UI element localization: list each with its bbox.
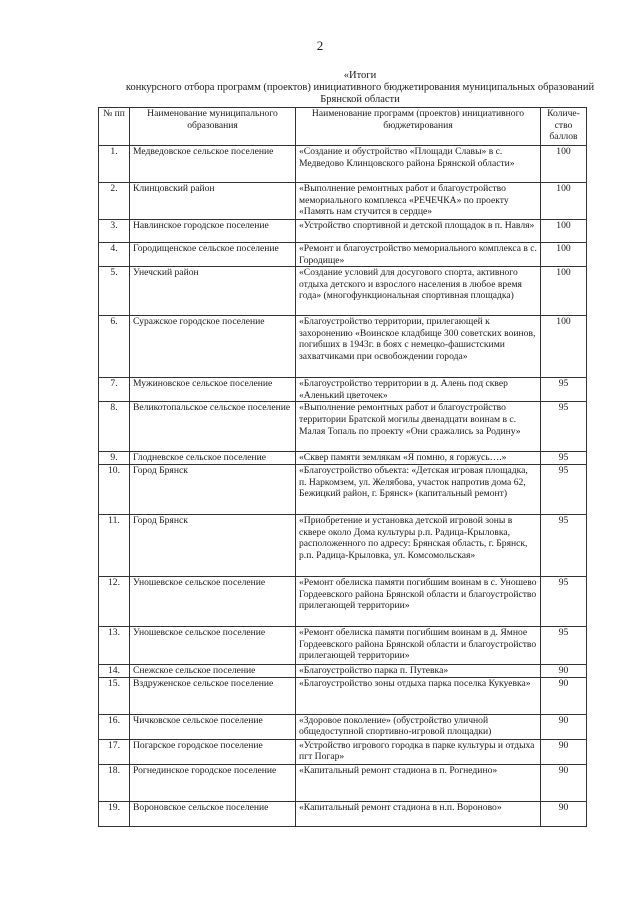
row-program: «Сквер памяти землякам «Я помню, я горжусь….» (296, 452, 541, 465)
row-program: «Устройство игрового городка в парке культуры и отдыха пгт Погар» (296, 739, 541, 764)
row-program: «Здоровое поколение» (обустройство уличной общедоступной спортивно-игровой площадки) (296, 714, 541, 739)
row-number: 13. (99, 626, 130, 664)
row-program: «Ремонт обелиска памяти погибшим воинам в с. Уношево Гордеевского района Брянской области и благоустройство прилегающей территории» (296, 576, 541, 626)
row-municipality: Медведовское сельское поселение (130, 146, 296, 183)
row-number: 16. (99, 714, 130, 739)
table-row (99, 316, 587, 378)
table-row (99, 220, 587, 243)
row-score: 90 (541, 764, 587, 801)
row-program: «Устройство спортивной и детской площадок в п. Навля» (296, 220, 541, 243)
row-score: 100 (541, 316, 587, 378)
row-municipality: Мужиновское сельское поселение (130, 378, 296, 402)
row-number: 3. (99, 220, 130, 243)
header-program: Наименование программ (проектов) инициативного бюджетирования (296, 108, 541, 146)
row-program: «Выполнение ремонтных работ и благоустройство мемориального комплекса «РЕЧЕЧКА» по проекту «Память нам стучится в сердце» (296, 183, 541, 220)
row-number: 19. (99, 801, 130, 826)
heading-line-2: конкурсного отбора программ (проектов) инициативного бюджетирования муниципальных образований (125, 82, 595, 93)
heading-line-1: «Итоги (343, 70, 377, 81)
row-score: 100 (541, 267, 587, 316)
row-municipality: Погарское городское поселение (130, 739, 296, 764)
row-score: 95 (541, 402, 587, 452)
row-score: 95 (541, 378, 587, 402)
row-program: «Благоустройство зоны отдыха парка поселка Кукуевка» (296, 677, 541, 714)
row-municipality: Великотопальское сельское поселение (130, 402, 296, 452)
table-row (99, 626, 587, 664)
table-row (99, 378, 587, 402)
row-program: «Благоустройство территории, прилегающей к захоронению «Воинское кладбище 300 советских воинов, погибших в 1943г. в боях с немецко-фашистскими захватчиками при освобождении города» (296, 316, 541, 378)
row-number: 9. (99, 452, 130, 465)
row-score: 95 (541, 514, 587, 576)
table-row (99, 801, 587, 826)
row-municipality: Чичковское сельское поселение (130, 714, 296, 739)
row-number: 6. (99, 316, 130, 378)
row-program: «Капитальный ремонт стадиона в н.п. Вороново» (296, 801, 541, 826)
row-municipality: Клинцовский район (130, 183, 296, 220)
row-program: «Приобретение и установка детской игровой зоны в сквере около Дома культуры р.п. Радица-Крыловка, расположенного по адресу: Брянская область, г. Брянск, р.п. Радица-Крыловка, ул. Комсомольская» (296, 514, 541, 576)
row-number: 1. (99, 146, 130, 183)
table-row (99, 402, 587, 452)
row-municipality: Городищенское сельское поселение (130, 243, 296, 267)
table-row (99, 764, 587, 801)
row-municipality: Унечский район (130, 267, 296, 316)
row-municipality: Вздруженское сельское поселение (130, 677, 296, 714)
row-score: 95 (541, 626, 587, 664)
row-municipality: Уношевское сельское поселение (130, 626, 296, 664)
row-municipality: Рогнединское городское поселение (130, 764, 296, 801)
row-number: 18. (99, 764, 130, 801)
table-row (99, 146, 587, 183)
table-row (99, 514, 587, 576)
row-number: 2. (99, 183, 130, 220)
row-municipality: Навлинское городское поселение (130, 220, 296, 243)
header-municipality: Наименование муниципального образования (130, 108, 296, 146)
row-municipality: Суражское городское поселение (130, 316, 296, 378)
row-program: «Капитальный ремонт стадиона в п. Рогнедино» (296, 764, 541, 801)
row-program: «Благоустройство объекта: «Детская игровая площадка, п. Наркомзем, ул. Желябова, участок напротив дома 62, Бежицкий район, г. Брянск» (капитальный ремонт) (296, 464, 541, 514)
row-number: 17. (99, 739, 130, 764)
row-score: 95 (541, 452, 587, 465)
page-number: 2 (316, 38, 324, 53)
table-row (99, 714, 587, 739)
row-program: «Благоустройство территории в д. Алень под сквер «Аленький цветочек» (296, 378, 541, 402)
document-heading (95, 70, 625, 106)
row-score: 95 (541, 464, 587, 514)
row-score: 90 (541, 714, 587, 739)
row-score: 100 (541, 146, 587, 183)
heading-line-3: Брянской области (320, 94, 400, 105)
row-program: «Благоустройство парка п. Путевка» (296, 664, 541, 677)
row-municipality: Снежское сельское поселение (130, 664, 296, 677)
row-municipality: Город Брянск (130, 514, 296, 576)
row-score: 95 (541, 576, 587, 626)
row-number: 12. (99, 576, 130, 626)
table-row (99, 739, 587, 764)
row-number: 4. (99, 243, 130, 267)
row-municipality: Вороновское сельское поселение (130, 801, 296, 826)
row-score: 90 (541, 664, 587, 677)
row-score: 90 (541, 677, 587, 714)
table-row (99, 677, 587, 714)
row-municipality: Глодневское сельское поселение (130, 452, 296, 465)
row-number: 14. (99, 664, 130, 677)
table-row (99, 576, 587, 626)
table-row (99, 464, 587, 514)
row-number: 8. (99, 402, 130, 452)
row-score: 90 (541, 801, 587, 826)
row-number: 5. (99, 267, 130, 316)
row-municipality: Уношевское сельское поселение (130, 576, 296, 626)
row-number: 10. (99, 464, 130, 514)
header-num: № пп (99, 108, 130, 146)
row-score: 100 (541, 220, 587, 243)
row-program: «Создание и обустройство «Площади Славы» в с. Медведово Клинцовского района Брянской области» (296, 146, 541, 183)
row-number: 11. (99, 514, 130, 576)
row-program: «Ремонт обелиска памяти погибшим воинам в д. Ямное Гордеевского района Брянской области и благоустройство прилегающей территории» (296, 626, 541, 664)
table-row (99, 664, 587, 677)
header-score: Количе-ство баллов (541, 108, 587, 146)
row-program: «Создание условий для досугового спорта, активного отдыха детского и взрослого населения в любое время года» (многофункциональная спортивная площадка) (296, 267, 541, 316)
table-header-row (99, 108, 587, 146)
table-row (99, 267, 587, 316)
row-number: 15. (99, 677, 130, 714)
row-program: «Ремонт и благоустройство мемориального комплекса в с. Городище» (296, 243, 541, 267)
table-row (99, 452, 587, 465)
row-program: «Выполнение ремонтных работ и благоустройство территории Братской могилы двенадцати воинам в с. Малая Топаль по проекту «Они сражались за Родину» (296, 402, 541, 452)
table-row (99, 183, 587, 220)
row-municipality: Город Брянск (130, 464, 296, 514)
table-row (99, 243, 587, 267)
row-score: 100 (541, 243, 587, 267)
row-number: 7. (99, 378, 130, 402)
row-score: 100 (541, 183, 587, 220)
results-table (98, 107, 587, 827)
row-score: 90 (541, 739, 587, 764)
